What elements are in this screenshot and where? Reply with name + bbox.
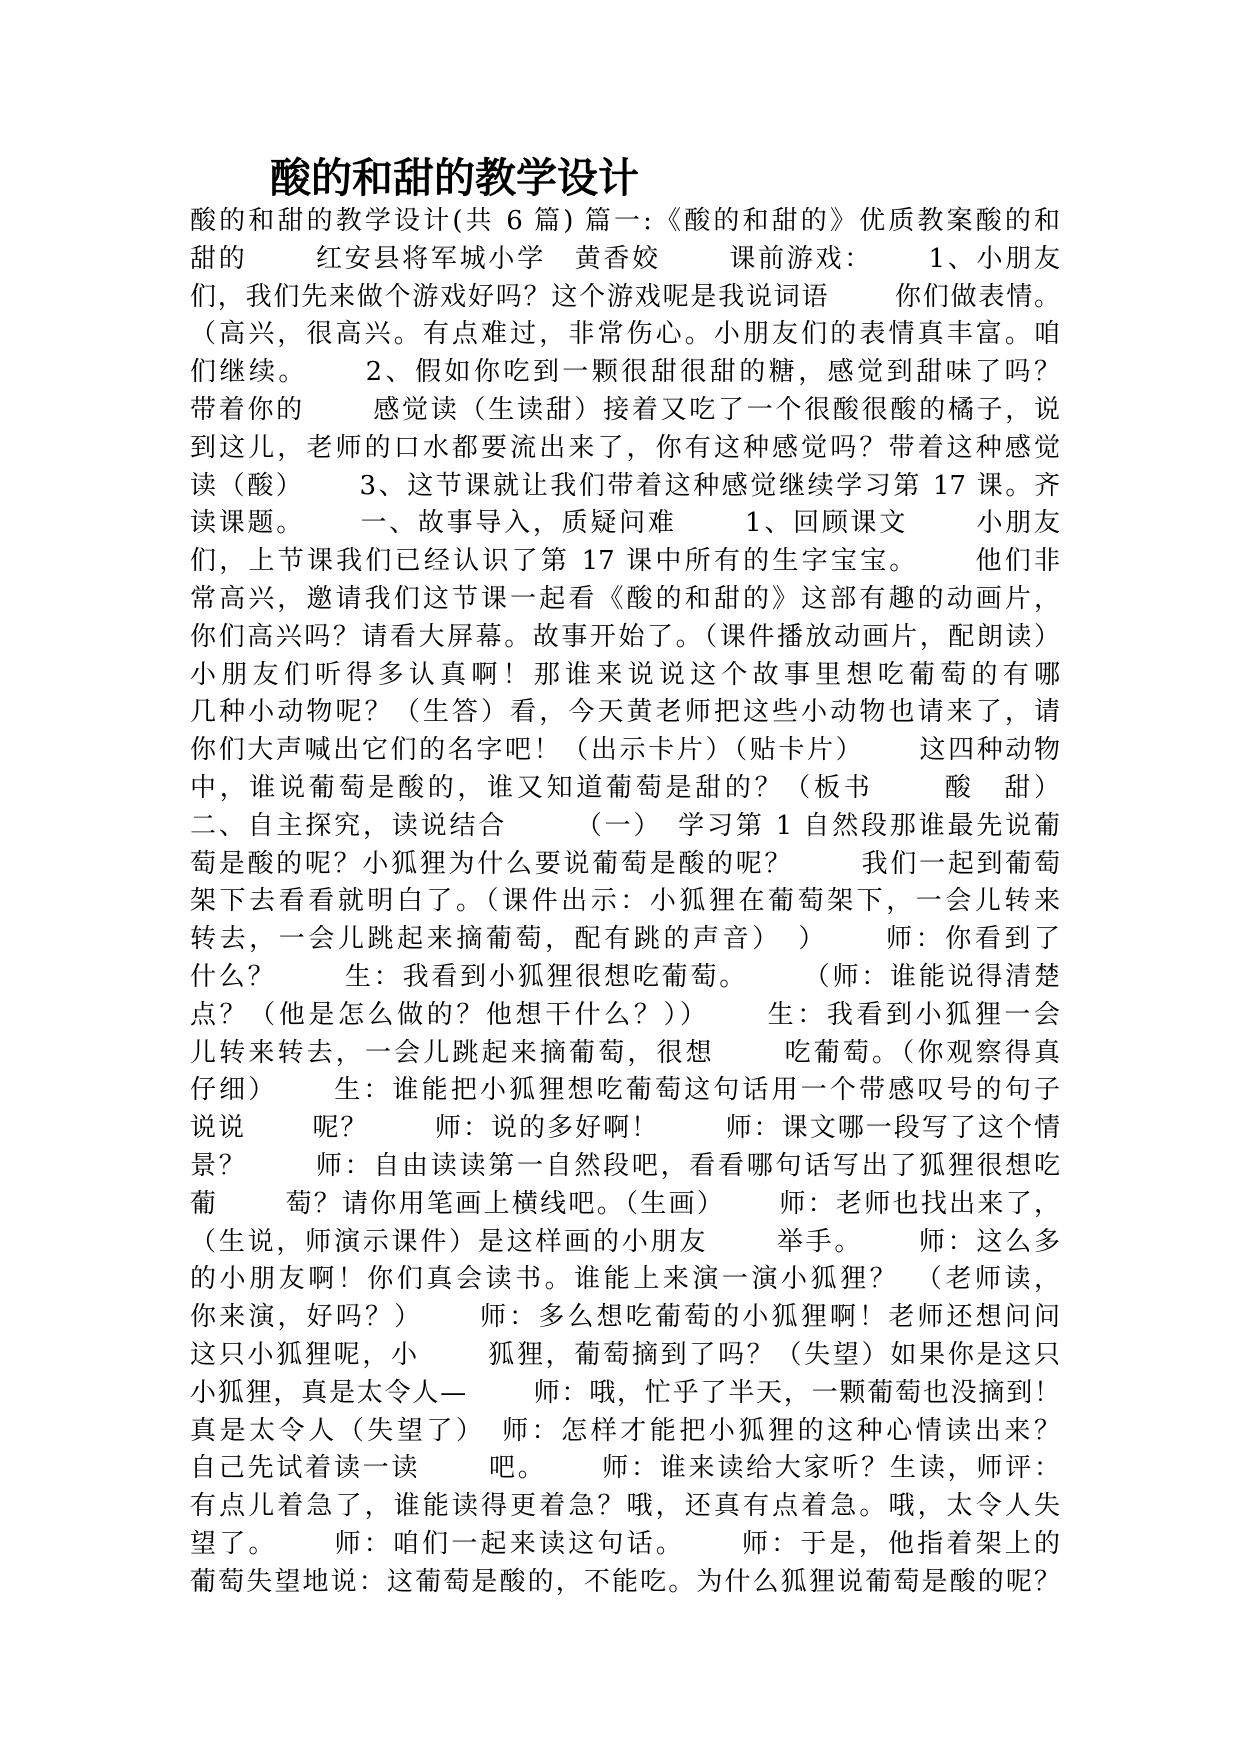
text-line: 常高兴，邀请我们这节课一起看《酸的和甜的》这部有趣的动画片， — [190, 583, 1060, 614]
text-line: 点？（他是怎么做的？他想干什么？）） 生：我看到小狐狸一会 — [190, 999, 1060, 1030]
text-line: 转去，一会儿跳起来摘葡萄，配有跳的声音） ） 师：你看到了 — [190, 924, 1060, 955]
text-line: 儿转来转去，一会儿跳起来摘葡萄，很想 吃葡萄。（你观察得真 — [190, 1037, 1060, 1068]
document-title: 酸的和甜的教学设计 — [270, 154, 639, 202]
text-line: 有点儿着急了，谁能读得更着急？哦，还真有点着急。哦，太令人失 — [190, 1491, 1060, 1522]
text-line: 这只小狐狸呢，小 狐狸，葡萄摘到了吗？（失望）如果你是这只 — [190, 1339, 1060, 1370]
text-line: 们，我们先来做个游戏好吗？这个游戏呢是我说词语 你们做表情。 — [190, 281, 1060, 312]
text-line: 酸的和甜的教学设计(共 6 篇) 篇一:《酸的和甜的》优质教案酸的和 — [190, 206, 1060, 236]
text-line: 自己先试着读一读 吧。 师：谁来读给大家听？生读，师评： — [190, 1453, 1060, 1484]
text-line: 小朋友们听得多认真啊！那谁来说说这个故事里想吃葡萄的有哪 — [190, 659, 1060, 690]
text-line: 小狐狸，真是太令人— 师：哦，忙乎了半天，一颗葡萄也没摘到！ — [190, 1377, 1060, 1408]
text-line: 葡萄失望地说：这葡萄是酸的，不能吃。为什么狐狸说葡萄是酸的呢？ — [190, 1566, 1060, 1597]
text-line: 带着你的 感觉读（生读甜）接着又吃了一个很酸很酸的橘子，说 — [190, 394, 1060, 425]
text-line: 架下去看看就明白了。（课件出示：小狐狸在葡萄架下，一会儿转来 — [190, 886, 1060, 917]
text-line: 们继续。 2、假如你吃到一颗很甜很甜的糖，感觉到甜味了吗？ — [190, 357, 1060, 388]
text-line: 中，谁说葡萄是酸的，谁又知道葡萄是甜的？（板书 酸 甜） — [190, 772, 1060, 803]
text-line: 二、自主探究，读说结合 （一） 学习第 1 自然段那谁最先说葡 — [190, 810, 1060, 841]
text-line: 说说 呢？ 师：说的多好啊！ 师：课文哪一段写了这个情 — [190, 1113, 1060, 1144]
text-line: 几种小动物呢？（生答）看，今天黄老师把这些小动物也请来了，请 — [190, 697, 1060, 728]
text-line: （高兴，很高兴。有点难过，非常伤心。小朋友们的表情真丰富。咱 — [190, 319, 1060, 350]
document-body — [190, 203, 1060, 1601]
text-line: 景？ 师：自由读读第一自然段吧，看看哪句话写出了狐狸很想吃 — [190, 1150, 1060, 1181]
text-line: 你来演，好吗？） 师：多么想吃葡萄的小狐狸啊！老师还想问问 — [190, 1302, 1060, 1333]
text-line: 读（酸） 3、这节课就让我们带着这种感觉继续学习第 17 课。齐 — [190, 470, 1060, 501]
text-line: 萄是酸的呢？小狐狸为什么要说葡萄是酸的呢？ 我们一起到葡萄 — [190, 848, 1060, 879]
text-line: 们，上节课我们已经认识了第 17 课中所有的生字宝宝。 他们非 — [190, 546, 1060, 577]
text-line: 真是太令人（失望了） 师：怎样才能把小狐狸的这种心情读出来？ — [190, 1415, 1060, 1446]
text-line: 的小朋友啊！你们真会读书。谁能上来演一演小狐狸？ （老师读， — [190, 1264, 1060, 1295]
text-line: 你们大声喊出它们的名字吧！（出示卡片）（贴卡片） 这四种动物 — [190, 735, 1060, 766]
text-line: 甜的 红安县将军城小学 黄香姣 课前游戏： 1、小朋友 — [190, 243, 1060, 274]
text-line: 什么？ 生：我看到小狐狸很想吃葡萄。 （师：谁能说得清楚 — [190, 961, 1060, 992]
text-line: 葡 萄？请你用笔画上横线吧。（生画） 师：老师也找出来了， — [190, 1188, 1060, 1219]
text-line: 仔细） 生：谁能把小狐狸想吃葡萄这句话用一个带感叹号的句子 — [190, 1075, 1060, 1106]
text-line: 望了。 师：咱们一起来读这句话。 师：于是，他指着架上的 — [190, 1528, 1060, 1559]
text-line: 到这儿，老师的口水都要流出来了，你有这种感觉吗？带着这种感觉 — [190, 432, 1060, 463]
text-line: 你们高兴吗？请看大屏幕。故事开始了。（课件播放动画片，配朗读） — [190, 621, 1060, 652]
text-line: 读课题。 一、故事导入，质疑问难 1、回顾课文 小朋友 — [190, 508, 1060, 539]
text-line: （生说，师演示课件）是这样画的小朋友 举手。 师：这么多 — [190, 1226, 1060, 1257]
